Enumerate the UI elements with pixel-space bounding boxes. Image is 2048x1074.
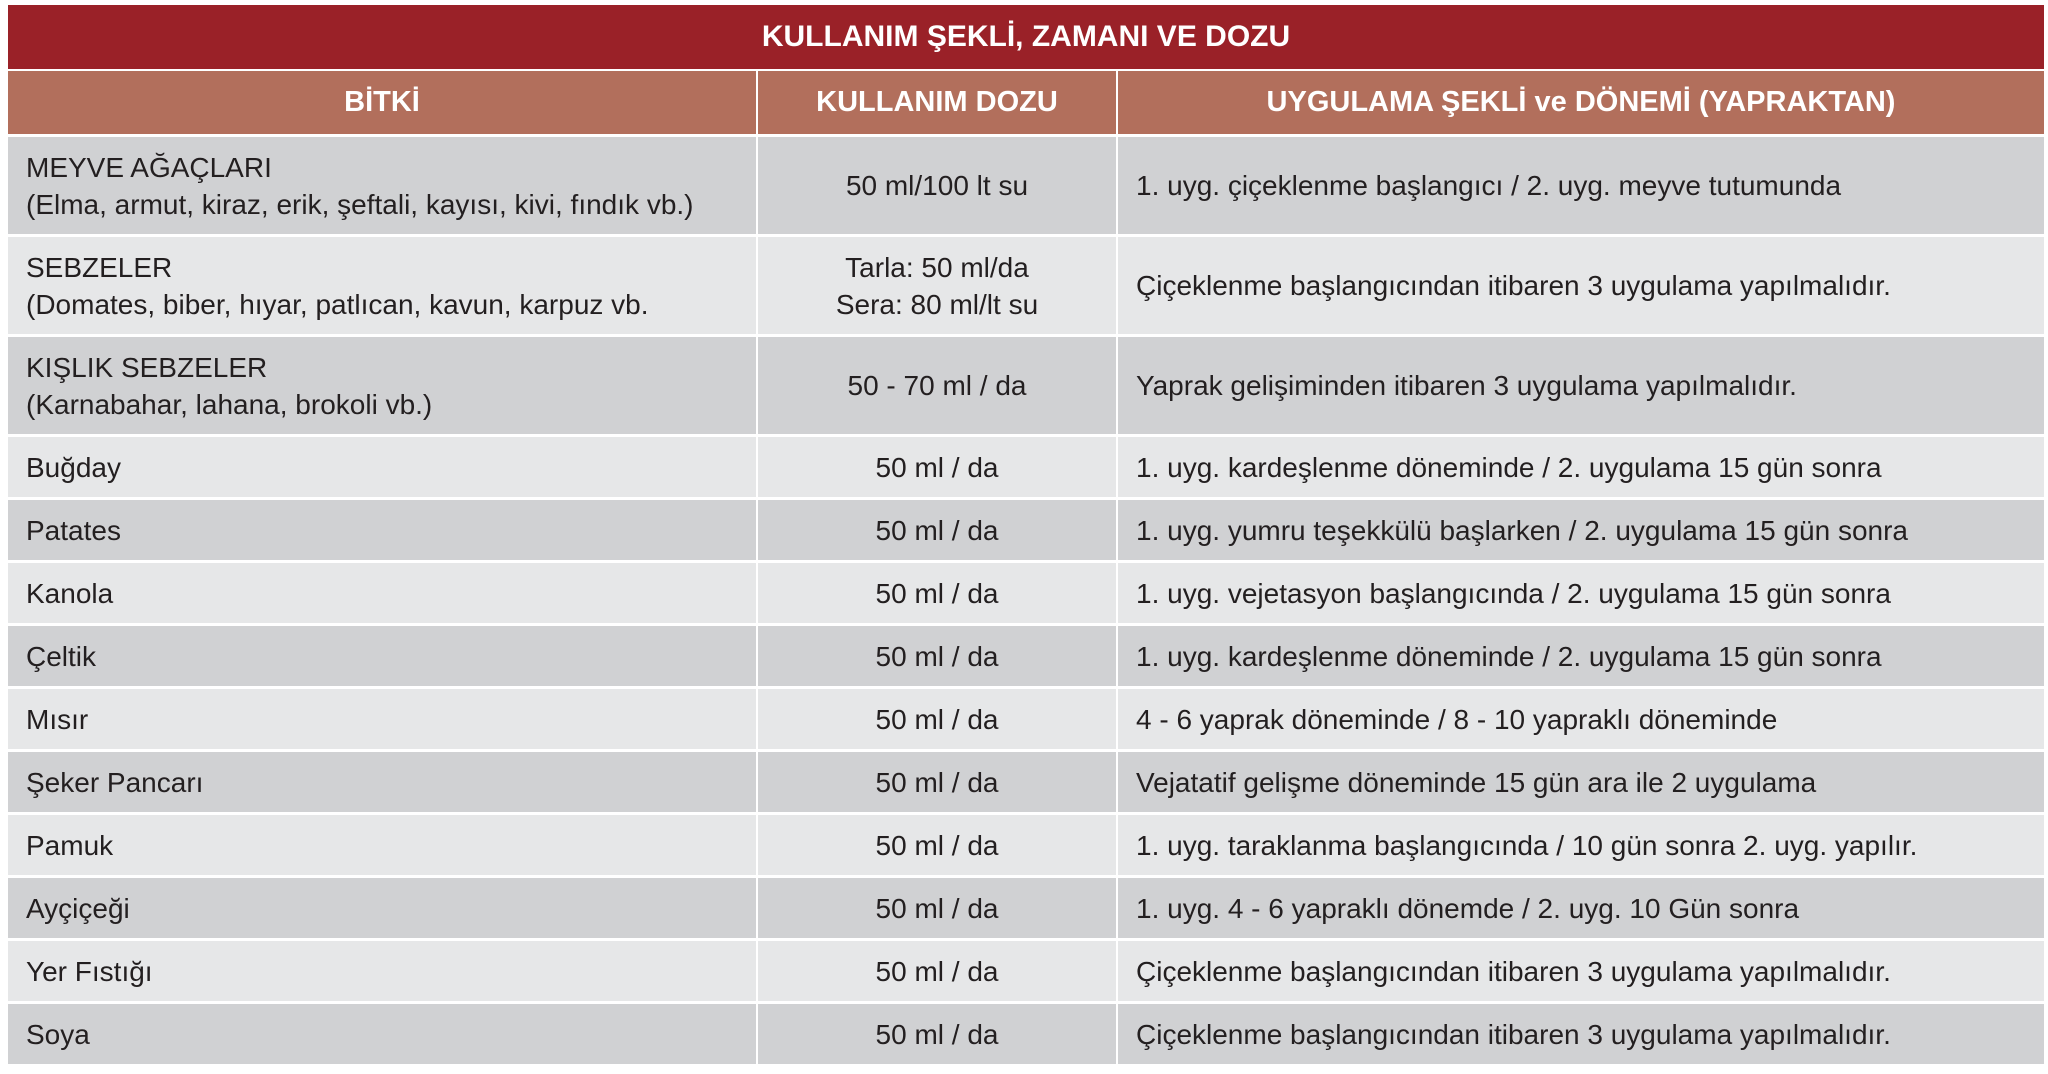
method-cell: 1. uyg. çiçeklenme başlangıcı / 2. uyg. meyve tutumunda: [1117, 136, 2044, 236]
method-cell: 4 - 6 yaprak döneminde / 8 - 10 yapraklı döneminde: [1117, 688, 2044, 751]
plant-detail: (Domates, biber, hıyar, patlıcan, kavun, karpuz vb.: [26, 288, 649, 320]
method-cell: 1. uyg. kardeşlenme döneminde / 2. uygulama 15 gün sonra: [1117, 625, 2044, 688]
table-row: [8, 436, 2044, 499]
dose-cell: 50 ml/100 lt su: [757, 136, 1117, 236]
plant-cell: Kanola: [8, 562, 757, 625]
plant-name: SEBZELER: [26, 251, 173, 283]
method-cell: 1. uyg. yumru teşekkülü başlarken / 2. uygulama 15 gün sonra: [1117, 499, 2044, 562]
table-row: [8, 814, 2044, 877]
plant-cell: Çeltik: [8, 625, 757, 688]
plant-cell: Şeker Pancarı: [8, 751, 757, 814]
table-row: [8, 136, 2044, 236]
header-method: UYGULAMA ŞEKLİ ve DÖNEMİ (YAPRAKTAN): [1117, 71, 2044, 136]
table-row: [8, 562, 2044, 625]
dose-cell: 50 ml / da: [757, 499, 1117, 562]
dose-cell: 50 ml / da: [757, 562, 1117, 625]
dose-line: Tarla: 50 ml/da: [845, 251, 1029, 283]
dose-line: Sera: 80 ml/lt su: [835, 288, 1039, 320]
dose-cell: 50 - 70 ml / da: [757, 336, 1117, 436]
table-row: [8, 236, 2044, 336]
plant-cell: Buğday: [8, 436, 757, 499]
table-row: [8, 940, 2044, 1003]
table-row: [8, 336, 2044, 436]
table-row: [8, 625, 2044, 688]
dose-cell: 50 ml / da: [757, 751, 1117, 814]
table-row: [8, 688, 2044, 751]
header-dose: KULLANIM DOZU: [757, 71, 1117, 136]
usage-table-panel: [8, 5, 2044, 1064]
dose-cell: 50 ml / da: [757, 877, 1117, 940]
method-cell: Çiçeklenme başlangıcından itibaren 3 uygulama yapılmalıdır.: [1117, 236, 2044, 336]
plant-cell: Yer Fıstığı: [8, 940, 757, 1003]
table-row: [8, 877, 2044, 940]
plant-cell: [8, 136, 757, 236]
header-plant: BİTKİ: [8, 71, 757, 136]
dose-cell: 50 ml / da: [757, 1003, 1117, 1065]
table-row: [8, 1003, 2044, 1065]
table-title: KULLANIM ŞEKLİ, ZAMANI VE DOZU: [8, 5, 2044, 71]
plant-cell: [8, 336, 757, 436]
usage-table: [8, 71, 2044, 1064]
table-row: [8, 751, 2044, 814]
header-row: [8, 71, 2044, 136]
method-cell: Yaprak gelişiminden itibaren 3 uygulama yapılmalıdır.: [1117, 336, 2044, 436]
method-cell: Çiçeklenme başlangıcından itibaren 3 uygulama yapılmalıdır.: [1117, 1003, 2044, 1065]
plant-cell: Mısır: [8, 688, 757, 751]
dose-cell: 50 ml / da: [757, 436, 1117, 499]
method-cell: Çiçeklenme başlangıcından itibaren 3 uygulama yapılmalıdır.: [1117, 940, 2044, 1003]
dose-cell: [757, 236, 1117, 336]
dose-cell: 50 ml / da: [757, 688, 1117, 751]
plant-detail: (Karnabahar, lahana, brokoli vb.): [26, 388, 433, 420]
method-cell: 1. uyg. kardeşlenme döneminde / 2. uygulama 15 gün sonra: [1117, 436, 2044, 499]
plant-cell: Pamuk: [8, 814, 757, 877]
dose-cell: 50 ml / da: [757, 940, 1117, 1003]
method-cell: 1. uyg. taraklanma başlangıcında / 10 gün sonra 2. uyg. yapılır.: [1117, 814, 2044, 877]
table-row: [8, 499, 2044, 562]
plant-cell: Soya: [8, 1003, 757, 1065]
dose-cell: 50 ml / da: [757, 625, 1117, 688]
plant-cell: Ayçiçeği: [8, 877, 757, 940]
plant-cell: Patates: [8, 499, 757, 562]
plant-detail: (Elma, armut, kiraz, erik, şeftali, kayısı, kivi, fındık vb.): [26, 188, 694, 220]
method-cell: Vejatatif gelişme döneminde 15 gün ara ile 2 uygulama: [1117, 751, 2044, 814]
plant-name: MEYVE AĞAÇLARI: [26, 151, 272, 183]
method-cell: 1. uyg. 4 - 6 yapraklı dönemde / 2. uyg. 10 Gün sonra: [1117, 877, 2044, 940]
plant-name: KIŞLIK SEBZELER: [26, 351, 268, 383]
plant-cell: [8, 236, 757, 336]
dose-cell: 50 ml / da: [757, 814, 1117, 877]
method-cell: 1. uyg. vejetasyon başlangıcında / 2. uygulama 15 gün sonra: [1117, 562, 2044, 625]
